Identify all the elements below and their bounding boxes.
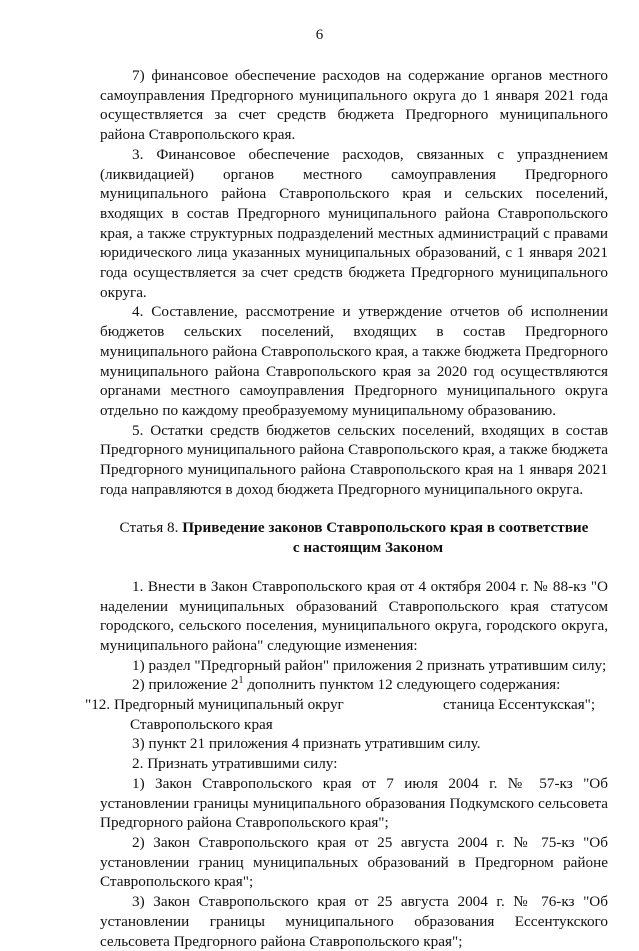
article-title-part2: с настоящим Законом bbox=[292, 539, 444, 557]
law-item-3: 3) Закон Ставропольского края от 25 августа 2004 г. № 76-кз "Об установлении границы муниципального образования Ессентукского сельсовета Предгорного района Ставропольского края"; bbox=[100, 893, 608, 950]
table-row-12-cont bbox=[100, 715, 608, 735]
subitem-2-text-rest: дополнить пунктом 12 следующего содержания: bbox=[243, 676, 561, 694]
item-1-intro: 1. Внести в Закон Ставропольского края от 4 октября 2004 г. № 88-кз "О наделении муниципальных образований Ставропольского края статусом городского, сельского поселения, муниципального округа, городского округа, муниципального района" следующие изменения: bbox=[100, 577, 608, 654]
item-2-intro: 2. Признать утратившими силу: bbox=[132, 755, 338, 773]
row-12-municipality: "12. Предгорный муниципальный округ bbox=[85, 696, 344, 714]
article-8-heading-line2 bbox=[100, 538, 608, 558]
law-item-2: 2) Закон Ставропольского края от 25 августа 2004 г. № 75-кз "Об установлении границ муниципальных образований в Предгорном районе Ставропольского края"; bbox=[100, 833, 608, 891]
paragraph-5-budget-remains: 5. Остатки средств бюджетов сельских поселений, входящих в состав Предгорного муниципального района Ставропольского края, а также бюджета Предгорного муниципального района Ставропольского края на 1 января 2021 года направляются в доход бюджета Предгорного муниципального округа. bbox=[100, 421, 608, 498]
paragraph-4-budget-reports: 4. Составление, рассмотрение и утверждение отчетов об исполнении бюджетов сельских поселений, входящих в состав Предгорного муниципального района Ставропольского края, а также бюджета Предгорного муниципального района Ставропольского края за 2020 год осуществляются органами местного самоуправления Предгорного муниципального округа отдельно по каждому преобразуемому муниципальному образованию. bbox=[100, 303, 608, 419]
law-item-1: 1) Закон Ставропольского края от 7 июля 2004 г. № 57-кз "Об установлении границы муниципального образования Подкумского сельсовета Предгорного района Ставропольского края"; bbox=[100, 774, 608, 832]
document-body bbox=[85, 66, 608, 951]
table-row-12 bbox=[85, 695, 608, 715]
subitem-2 bbox=[100, 675, 608, 695]
subitem-3: 3) пункт 21 приложения 4 признать утратившим силу. bbox=[132, 735, 481, 753]
paragraph-3-liquidation-financing: 3. Финансовое обеспечение расходов, связанных с упразднением (ликвидацией) органов местного самоуправления Предгорного муниципального района Ставропольского края и сельских поселений, входящих в состав Предгорного муниципального района Ставропольского края, а также структурных подразделений местных администраций с правами юридического лица указанных муниципальных образований, с 1 января 2021 года осуществляется за счет средств бюджета Предгорного муниципального округа. bbox=[100, 145, 608, 301]
article-8-heading-line1 bbox=[100, 518, 608, 538]
article-8-heading bbox=[100, 518, 608, 557]
row-12-municipality-line2: Ставропольского края bbox=[130, 715, 273, 733]
article-title-part1: Приведение законов Ставропольского края в соответствие bbox=[182, 519, 589, 537]
article-number: Статья 8. bbox=[119, 519, 183, 537]
subitem-1: 1) раздел "Предгорный район" приложения 2 признать утратившим силу; bbox=[132, 656, 607, 674]
paragraph-7-financing: 7) финансовое обеспечение расходов на содержание органов местного самоуправления Предгорного муниципального округа до 1 января 2021 года осуществляется за счет средств бюджета Предгорного муниципального района Ставропольского края. bbox=[100, 67, 608, 144]
subitem-2-text: 2) приложение 2 bbox=[132, 676, 239, 694]
row-12-center: станица Ессентукская"; bbox=[443, 696, 596, 714]
superscript: 1 bbox=[238, 675, 244, 687]
page-number: 6 bbox=[315, 27, 324, 43]
